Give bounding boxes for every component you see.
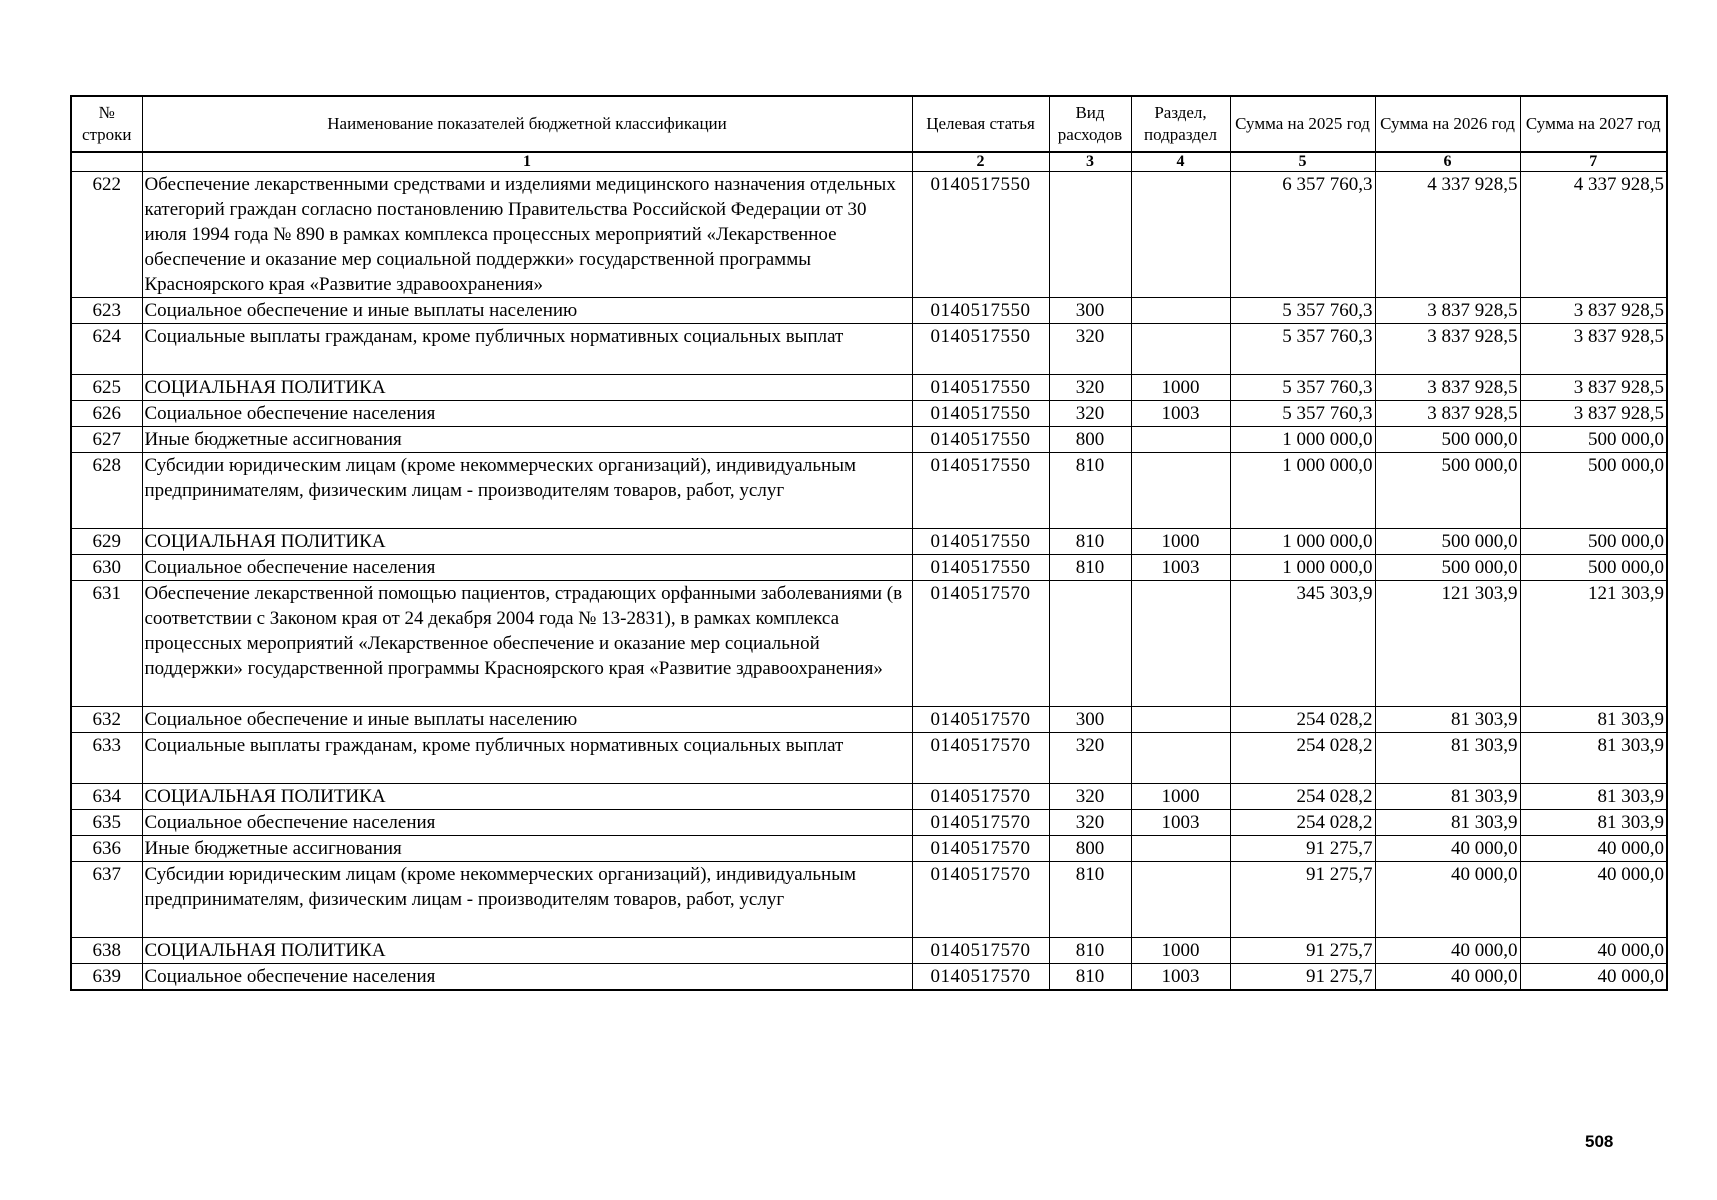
table-row	[71, 733, 1667, 784]
amount-2026: 40 000,0	[1375, 862, 1520, 938]
amount-2026: 40 000,0	[1375, 836, 1520, 862]
row-number: 633	[71, 733, 142, 784]
section-code	[1131, 427, 1230, 453]
target-article: 0140517570	[912, 810, 1049, 836]
amount-2027: 40 000,0	[1520, 862, 1667, 938]
amount-2026: 3 837 928,5	[1375, 298, 1520, 324]
amount-2026: 121 303,9	[1375, 581, 1520, 707]
section-code	[1131, 324, 1230, 375]
target-article: 0140517550	[912, 298, 1049, 324]
table-row	[71, 707, 1667, 733]
expense-kind: 320	[1049, 810, 1131, 836]
amount-2026: 500 000,0	[1375, 555, 1520, 581]
amount-2025: 91 275,7	[1230, 836, 1375, 862]
header-kind: Вид расходов	[1049, 96, 1131, 152]
row-number: 624	[71, 324, 142, 375]
expense-kind: 300	[1049, 707, 1131, 733]
amount-2027: 500 000,0	[1520, 529, 1667, 555]
amount-2027: 3 837 928,5	[1520, 401, 1667, 427]
table-row	[71, 862, 1667, 938]
amount-2026: 81 303,9	[1375, 784, 1520, 810]
row-number: 623	[71, 298, 142, 324]
target-article: 0140517570	[912, 862, 1049, 938]
expense-kind: 320	[1049, 375, 1131, 401]
table-row	[71, 453, 1667, 529]
row-number: 625	[71, 375, 142, 401]
table-row	[71, 172, 1667, 298]
amount-2026: 81 303,9	[1375, 707, 1520, 733]
amount-2027: 121 303,9	[1520, 581, 1667, 707]
amount-2025: 1 000 000,0	[1230, 453, 1375, 529]
row-number: 635	[71, 810, 142, 836]
amount-2026: 81 303,9	[1375, 810, 1520, 836]
expense-kind: 810	[1049, 453, 1131, 529]
row-number: 628	[71, 453, 142, 529]
column-number: 6	[1375, 152, 1520, 172]
amount-2027: 4 337 928,5	[1520, 172, 1667, 298]
amount-2025: 5 357 760,3	[1230, 375, 1375, 401]
column-number-row	[71, 152, 1667, 172]
section-code	[1131, 172, 1230, 298]
amount-2025: 254 028,2	[1230, 733, 1375, 784]
expense-kind: 800	[1049, 427, 1131, 453]
row-number: 634	[71, 784, 142, 810]
target-article: 0140517570	[912, 964, 1049, 991]
indicator-name: СОЦИАЛЬНАЯ ПОЛИТИКА	[142, 375, 912, 401]
indicator-name: Иные бюджетные ассигнования	[142, 836, 912, 862]
target-article: 0140517550	[912, 401, 1049, 427]
row-number: 636	[71, 836, 142, 862]
section-code	[1131, 836, 1230, 862]
expense-kind	[1049, 172, 1131, 298]
indicator-name: Субсидии юридическим лицам (кроме некоммерческих организаций), индивидуальным предпринимателям, физическим лицам - производителям товаров, работ, услуг	[142, 453, 912, 529]
amount-2025: 91 275,7	[1230, 938, 1375, 964]
expense-kind	[1049, 581, 1131, 707]
expense-kind: 810	[1049, 938, 1131, 964]
indicator-name: СОЦИАЛЬНАЯ ПОЛИТИКА	[142, 529, 912, 555]
amount-2026: 40 000,0	[1375, 938, 1520, 964]
indicator-name: Социальное обеспечение населения	[142, 555, 912, 581]
expense-kind: 300	[1049, 298, 1131, 324]
amount-2027: 3 837 928,5	[1520, 298, 1667, 324]
column-number: 2	[912, 152, 1049, 172]
target-article: 0140517570	[912, 707, 1049, 733]
table-row	[71, 938, 1667, 964]
amount-2027: 500 000,0	[1520, 427, 1667, 453]
header-sum-2025: Сумма на 2025 год	[1230, 96, 1375, 152]
section-code: 1000	[1131, 529, 1230, 555]
section-code: 1003	[1131, 555, 1230, 581]
section-code	[1131, 733, 1230, 784]
amount-2025: 91 275,7	[1230, 964, 1375, 991]
expense-kind: 810	[1049, 555, 1131, 581]
indicator-name: СОЦИАЛЬНАЯ ПОЛИТИКА	[142, 784, 912, 810]
row-number: 638	[71, 938, 142, 964]
amount-2025: 5 357 760,3	[1230, 401, 1375, 427]
table-row	[71, 555, 1667, 581]
amount-2027: 81 303,9	[1520, 784, 1667, 810]
amount-2025: 6 357 760,3	[1230, 172, 1375, 298]
amount-2025: 1 000 000,0	[1230, 427, 1375, 453]
amount-2026: 3 837 928,5	[1375, 375, 1520, 401]
expense-kind: 810	[1049, 964, 1131, 991]
amount-2026: 3 837 928,5	[1375, 401, 1520, 427]
section-code: 1003	[1131, 810, 1230, 836]
target-article: 0140517570	[912, 836, 1049, 862]
target-article: 0140517550	[912, 375, 1049, 401]
indicator-name: Обеспечение лекарственной помощью пациентов, страдающих орфанными заболеваниями (в соответствии с Законом края от 24 декабря 2004 года № 13-2831), в рамках комплекса процессных мероприятий «Лекарственное обеспечение и оказание мер социальной поддержки» государственной программы Красноярского края «Развитие здравоохранения»	[142, 581, 912, 707]
row-number: 637	[71, 862, 142, 938]
indicator-name: Социальные выплаты гражданам, кроме публичных нормативных социальных выплат	[142, 733, 912, 784]
row-number: 631	[71, 581, 142, 707]
target-article: 0140517570	[912, 581, 1049, 707]
table-row	[71, 581, 1667, 707]
amount-2027: 81 303,9	[1520, 733, 1667, 784]
target-article: 0140517570	[912, 784, 1049, 810]
amount-2026: 500 000,0	[1375, 453, 1520, 529]
indicator-name: Иные бюджетные ассигнования	[142, 427, 912, 453]
section-code	[1131, 453, 1230, 529]
amount-2025: 254 028,2	[1230, 784, 1375, 810]
target-article: 0140517550	[912, 172, 1049, 298]
budget-table-page	[70, 95, 1666, 991]
row-number: 627	[71, 427, 142, 453]
indicator-name: Социальное обеспечение населения	[142, 401, 912, 427]
amount-2025: 5 357 760,3	[1230, 298, 1375, 324]
amount-2026: 500 000,0	[1375, 529, 1520, 555]
row-number: 622	[71, 172, 142, 298]
table-body	[71, 172, 1667, 991]
section-code	[1131, 862, 1230, 938]
amount-2027: 81 303,9	[1520, 810, 1667, 836]
table-row	[71, 375, 1667, 401]
amount-2025: 91 275,7	[1230, 862, 1375, 938]
table-row	[71, 529, 1667, 555]
indicator-name: Социальные выплаты гражданам, кроме публичных нормативных социальных выплат	[142, 324, 912, 375]
amount-2025: 1 000 000,0	[1230, 555, 1375, 581]
indicator-name: Социальное обеспечение населения	[142, 964, 912, 991]
row-number: 632	[71, 707, 142, 733]
amount-2026: 3 837 928,5	[1375, 324, 1520, 375]
table-row	[71, 324, 1667, 375]
amount-2026: 500 000,0	[1375, 427, 1520, 453]
table-row	[71, 401, 1667, 427]
expense-kind: 810	[1049, 529, 1131, 555]
expense-kind: 810	[1049, 862, 1131, 938]
column-number: 7	[1520, 152, 1667, 172]
table-row	[71, 298, 1667, 324]
indicator-name: Социальное обеспечение населения	[142, 810, 912, 836]
amount-2027: 40 000,0	[1520, 964, 1667, 991]
page-number: 508	[1585, 1132, 1614, 1151]
row-number: 630	[71, 555, 142, 581]
amount-2027: 40 000,0	[1520, 836, 1667, 862]
section-code: 1003	[1131, 401, 1230, 427]
column-number: 4	[1131, 152, 1230, 172]
amount-2025: 254 028,2	[1230, 810, 1375, 836]
amount-2025: 254 028,2	[1230, 707, 1375, 733]
indicator-name: Социальное обеспечение и иные выплаты населению	[142, 707, 912, 733]
section-code: 1000	[1131, 938, 1230, 964]
section-code: 1003	[1131, 964, 1230, 991]
section-code	[1131, 581, 1230, 707]
budget-table	[70, 95, 1668, 991]
header-row-no: № строки	[71, 96, 142, 152]
amount-2025: 345 303,9	[1230, 581, 1375, 707]
indicator-name: Субсидии юридическим лицам (кроме некоммерческих организаций), индивидуальным предпринимателям, физическим лицам - производителям товаров, работ, услуг	[142, 862, 912, 938]
target-article: 0140517550	[912, 555, 1049, 581]
section-code	[1131, 707, 1230, 733]
section-code: 1000	[1131, 784, 1230, 810]
row-number: 626	[71, 401, 142, 427]
amount-2026: 4 337 928,5	[1375, 172, 1520, 298]
table-row	[71, 810, 1667, 836]
section-code: 1000	[1131, 375, 1230, 401]
amount-2027: 3 837 928,5	[1520, 324, 1667, 375]
section-code	[1131, 298, 1230, 324]
header-target: Целевая статья	[912, 96, 1049, 152]
row-number: 629	[71, 529, 142, 555]
header-row	[71, 96, 1667, 152]
column-number	[71, 152, 142, 172]
table-row	[71, 784, 1667, 810]
amount-2027: 500 000,0	[1520, 555, 1667, 581]
header-sum-2027: Сумма на 2027 год	[1520, 96, 1667, 152]
amount-2026: 81 303,9	[1375, 733, 1520, 784]
table-row	[71, 427, 1667, 453]
target-article: 0140517550	[912, 453, 1049, 529]
target-article: 0140517570	[912, 733, 1049, 784]
expense-kind: 320	[1049, 733, 1131, 784]
expense-kind: 320	[1049, 784, 1131, 810]
column-number: 3	[1049, 152, 1131, 172]
row-number: 639	[71, 964, 142, 991]
amount-2025: 1 000 000,0	[1230, 529, 1375, 555]
column-number: 1	[142, 152, 912, 172]
amount-2027: 40 000,0	[1520, 938, 1667, 964]
indicator-name: СОЦИАЛЬНАЯ ПОЛИТИКА	[142, 938, 912, 964]
expense-kind: 320	[1049, 401, 1131, 427]
indicator-name: Обеспечение лекарственными средствами и изделиями медицинского назначения отдельных категорий граждан согласно постановлению Правительства Российской Федерации от 30 июля 1994 года № 890 в рамках комплекса процессных мероприятий «Лекарственное обеспечение и оказание мер социальной поддержки» государственной программы Красноярского края «Развитие здравоохранения»	[142, 172, 912, 298]
table-row	[71, 836, 1667, 862]
amount-2027: 3 837 928,5	[1520, 375, 1667, 401]
expense-kind: 320	[1049, 324, 1131, 375]
header-section: Раздел, подраздел	[1131, 96, 1230, 152]
target-article: 0140517550	[912, 324, 1049, 375]
column-number: 5	[1230, 152, 1375, 172]
target-article: 0140517570	[912, 938, 1049, 964]
amount-2026: 40 000,0	[1375, 964, 1520, 991]
target-article: 0140517550	[912, 427, 1049, 453]
expense-kind: 800	[1049, 836, 1131, 862]
table-row	[71, 964, 1667, 991]
target-article: 0140517550	[912, 529, 1049, 555]
amount-2027: 500 000,0	[1520, 453, 1667, 529]
indicator-name: Социальное обеспечение и иные выплаты населению	[142, 298, 912, 324]
amount-2025: 5 357 760,3	[1230, 324, 1375, 375]
amount-2027: 81 303,9	[1520, 707, 1667, 733]
header-sum-2026: Сумма на 2026 год	[1375, 96, 1520, 152]
header-name: Наименование показателей бюджетной классификации	[142, 96, 912, 152]
